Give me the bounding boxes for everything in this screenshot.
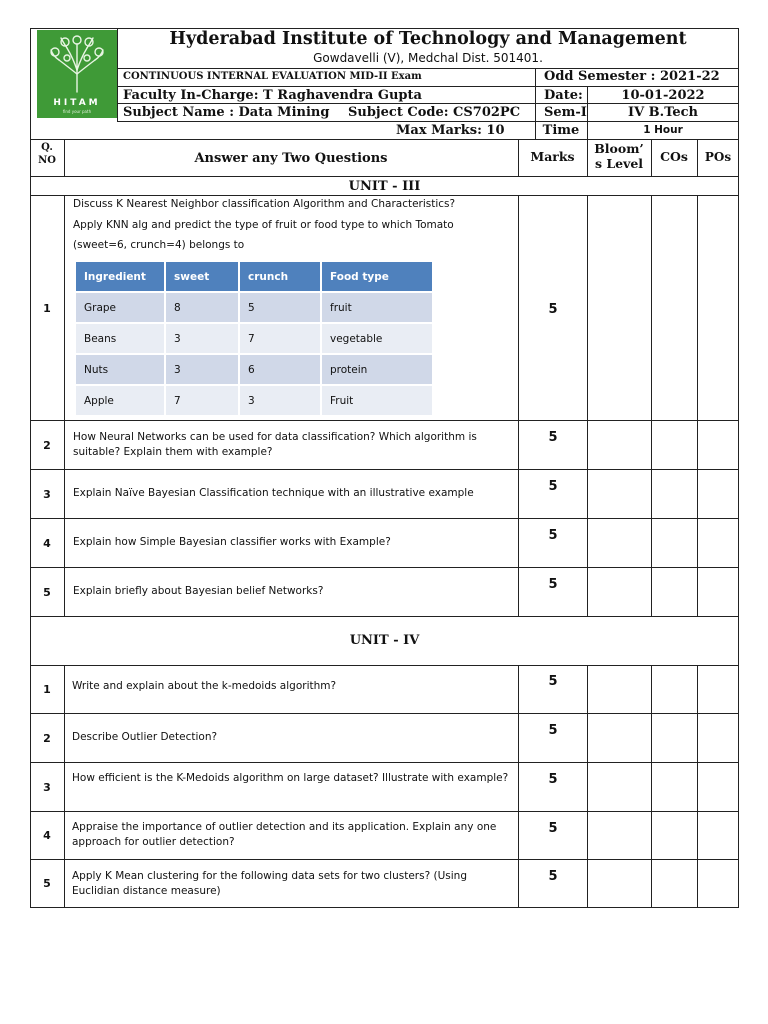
unit4-q3-number: 3 <box>43 781 51 794</box>
tree-icon <box>37 30 117 100</box>
unit3-q2-marks: 5 <box>548 430 558 445</box>
cos-header: COs <box>660 149 688 164</box>
table-cell: 3 <box>166 355 238 384</box>
unit3-q4-marks: 5 <box>548 528 558 543</box>
unit4-q5-text: Apply K Mean clustering for the following data sets for two clusters? (Using Euclidian distance measure) <box>72 870 467 897</box>
qno-header-line1: Q. <box>41 142 53 153</box>
unit3-q1-line2: Apply KNN alg and predict the type of fruit or food type to which Tomato <box>73 219 454 231</box>
unit3-q4-number: 4 <box>43 537 51 550</box>
unit3-q3-number: 3 <box>43 488 51 501</box>
unit4-q4-text: Appraise the importance of outlier detection and its application. Explain any one approach for outlier detection? <box>72 821 497 848</box>
table-cell: 6 <box>240 355 320 384</box>
subject-code: Subject Code: CS702PC <box>348 105 521 120</box>
knn-header-sweet: sweet <box>166 262 238 291</box>
table-cell: Apple <box>76 386 164 415</box>
instruction-header: Answer any Two Questions <box>194 151 388 166</box>
unit4-q3-marks: 5 <box>548 772 558 787</box>
knn-data-table <box>74 260 434 417</box>
unit-4-title: UNIT - IV <box>349 633 420 648</box>
unit3-q2-number: 2 <box>43 439 51 452</box>
unit4-q5-marks: 5 <box>548 869 558 884</box>
table-cell: protein <box>322 355 432 384</box>
unit3-q1-marks: 5 <box>548 302 558 317</box>
table-cell: vegetable <box>322 324 432 353</box>
faculty-in-charge: Faculty In-Charge: T Raghavendra Gupta <box>123 88 422 103</box>
unit3-q5-marks: 5 <box>548 577 558 592</box>
table-cell: Beans <box>76 324 164 353</box>
time-value: 1 Hour <box>643 124 683 136</box>
unit4-q1-marks: 5 <box>548 674 558 689</box>
unit3-q1-line1: Discuss K Nearest Neighbor classification Algorithm and Characteristics? <box>73 198 456 210</box>
unit4-q4-marks: 5 <box>548 821 558 836</box>
knn-header-ingredient: Ingredient <box>76 262 164 291</box>
unit4-q4-number: 4 <box>43 829 51 842</box>
knn-table-header-row <box>76 262 432 291</box>
exam-title: CONTINUOUS INTERNAL EVALUATION MID-II Exam <box>123 71 422 82</box>
table-cell: 7 <box>166 386 238 415</box>
year-class: IV B.Tech <box>627 105 699 120</box>
unit3-q4-text: Explain how Simple Bayesian classifier works with Example? <box>73 536 391 548</box>
table-row <box>76 293 432 322</box>
logo-tagline: find your path <box>62 109 92 114</box>
knn-header-food-type: Food type <box>322 262 432 291</box>
unit4-q2-number: 2 <box>43 732 51 745</box>
unit4-q1-text: Write and explain about the k-medoids algorithm? <box>72 680 337 692</box>
institute-name: Hyderabad Institute of Technology and Management <box>169 29 687 49</box>
exam-date: 10-01-2022 <box>621 88 705 103</box>
unit4-q2-marks: 5 <box>548 723 558 738</box>
unit4-q5-number: 5 <box>43 877 51 890</box>
blooms-header-line1: Bloom’ <box>594 141 644 156</box>
table-cell: fruit <box>322 293 432 322</box>
unit3-q3-marks: 5 <box>548 479 558 494</box>
institute-logo <box>37 30 117 118</box>
unit4-q2-text: Describe Outlier Detection? <box>72 731 218 743</box>
table-cell: 5 <box>240 293 320 322</box>
semester: Odd Semester : 2021-22 <box>544 69 720 84</box>
unit4-q1-number: 1 <box>43 683 51 696</box>
unit3-q5-text: Explain briefly about Bayesian belief Networks? <box>73 585 324 597</box>
institute-address: Gowdavelli (V), Medchal Dist. 501401. <box>313 51 543 65</box>
unit3-q1-line3: (sweet=6, crunch=4) belongs to <box>73 239 245 251</box>
table-cell: 3 <box>166 324 238 353</box>
unit3-q1-number: 1 <box>43 302 51 315</box>
table-cell: Nuts <box>76 355 164 384</box>
table-cell: Fruit <box>322 386 432 415</box>
marks-header: Marks <box>530 149 575 164</box>
table-row <box>76 355 432 384</box>
unit4-q3-text: How efficient is the K-Medoids algorithm on large dataset? Illustrate with example? <box>72 772 509 784</box>
pos-header: POs <box>704 150 732 164</box>
table-cell: 3 <box>240 386 320 415</box>
date-label: Date: <box>544 88 583 103</box>
unit-3-title: UNIT - III <box>348 179 421 194</box>
table-row <box>76 386 432 415</box>
max-marks: Max Marks: 10 <box>396 123 505 138</box>
table-row <box>76 324 432 353</box>
knn-header-crunch: crunch <box>240 262 320 291</box>
qno-header-line2: NO <box>38 155 56 166</box>
table-cell: Grape <box>76 293 164 322</box>
unit3-q5-number: 5 <box>43 586 51 599</box>
unit3-q2-text: How Neural Networks can be used for data classification? Which algorithm is suitable? Explain them with example? <box>73 431 477 458</box>
time-label: Time <box>542 123 580 138</box>
table-cell: 7 <box>240 324 320 353</box>
semester-number: Sem-I <box>544 105 587 120</box>
unit3-q3-text: Explain Naïve Bayesian Classification technique with an illustrative example <box>73 487 474 499</box>
logo-text: HITAM <box>53 98 101 108</box>
subject-name: Subject Name : Data Mining <box>123 105 330 120</box>
table-cell: 8 <box>166 293 238 322</box>
blooms-header-line2: s Level <box>594 156 644 171</box>
